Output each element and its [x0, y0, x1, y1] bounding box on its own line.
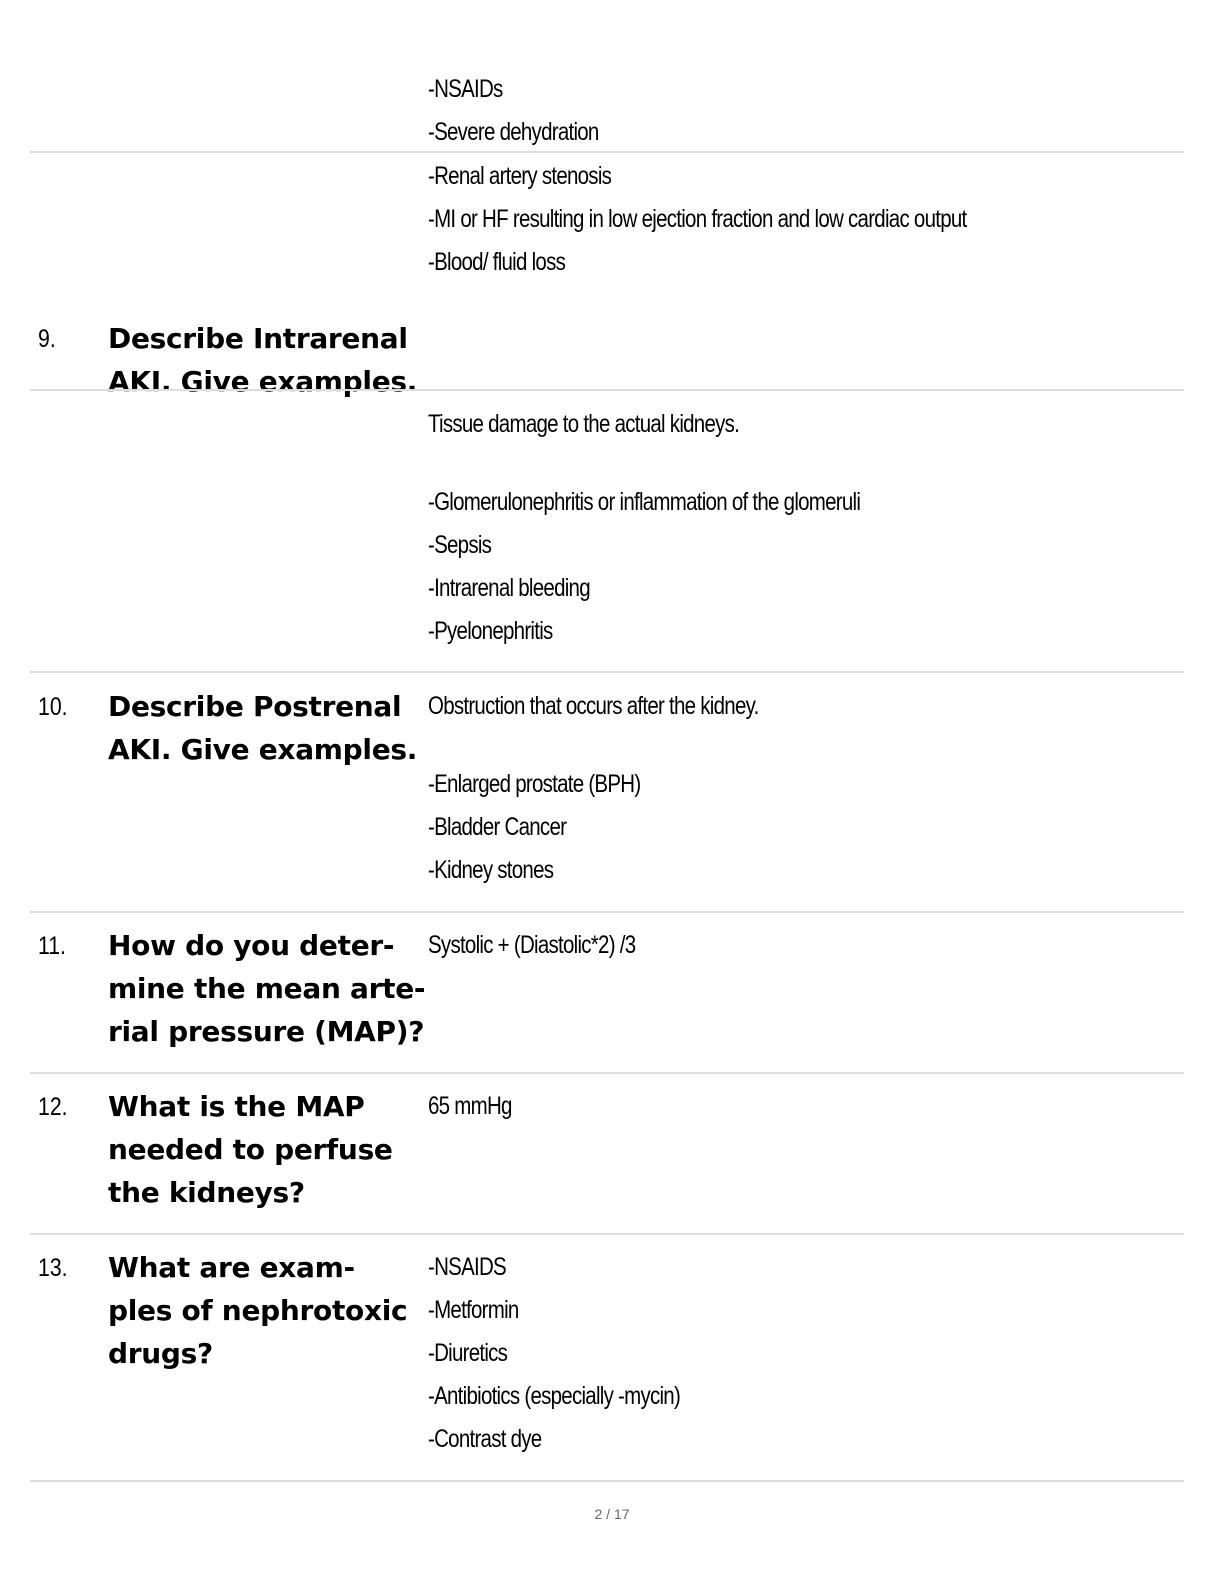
divider — [30, 151, 1184, 153]
divider — [30, 389, 1184, 391]
answer-line: -Kidney stones — [428, 856, 554, 884]
answer-line: Tissue damage to the actual kidneys. — [428, 410, 740, 438]
answer-line: -Blood/ fluid loss — [428, 248, 566, 276]
answer-line: -Glomerulonephritis or inflammation of the glomeruli — [428, 488, 861, 516]
question-line: the kidneys? — [108, 1176, 305, 1209]
answer-line: -Metformin — [428, 1296, 519, 1324]
card-number: 12. — [38, 1093, 68, 1121]
question-line: Describe Intrarenal — [108, 322, 408, 355]
card-number: 10. — [38, 693, 68, 721]
card-number: 13. — [38, 1254, 68, 1282]
question-line: AKI. Give examples. — [108, 733, 418, 766]
question-line: AKI. Give examples. — [108, 365, 418, 398]
answer-line: -NSAIDs — [428, 75, 503, 103]
card-question — [108, 1085, 428, 1214]
divider — [30, 671, 1184, 673]
answer-line: -Intrarenal bleeding — [428, 574, 590, 602]
divider — [30, 1480, 1184, 1482]
answer-line: 65 mmHg — [428, 1092, 512, 1120]
divider — [30, 1233, 1184, 1235]
answer-line: Obstruction that occurs after the kidney. — [428, 692, 759, 720]
question-line: Describe Postrenal — [108, 690, 402, 723]
card-question — [108, 685, 428, 771]
answer-line: -NSAIDS — [428, 1253, 506, 1281]
answer-line: -Bladder Cancer — [428, 813, 567, 841]
question-line: drugs? — [108, 1337, 213, 1370]
answer-line: -Antibiotics (especially -mycin) — [428, 1382, 681, 1410]
answer-line: -Severe dehydration — [428, 118, 599, 146]
answer-line: -Renal artery stenosis — [428, 162, 612, 190]
answer-line: -Pyelonephritis — [428, 617, 553, 645]
divider — [30, 1072, 1184, 1074]
question-line: ples of nephrotoxic — [108, 1294, 408, 1327]
card-question — [108, 924, 428, 1053]
question-line: mine the mean arte- — [108, 972, 426, 1005]
question-line: needed to perfuse — [108, 1133, 393, 1166]
card-number: 9. — [38, 325, 56, 353]
question-line: rial pressure (MAP)? — [108, 1015, 425, 1048]
question-line: What is the MAP — [108, 1090, 365, 1123]
answer-line: Systolic + (Diastolic*2) /3 — [428, 931, 636, 959]
answer-line: -Enlarged prostate (BPH) — [428, 770, 641, 798]
question-line: What are exam- — [108, 1251, 355, 1284]
answer-line: -Sepsis — [428, 531, 492, 559]
answer-line: -MI or HF resulting in low ejection fraction and low cardiac output — [428, 205, 967, 233]
divider — [30, 911, 1184, 913]
question-line: How do you deter- — [108, 929, 395, 962]
page-number: 2 / 17 — [594, 1506, 630, 1522]
card-number: 11. — [38, 932, 66, 960]
answer-line: -Diuretics — [428, 1339, 508, 1367]
answer-line: -Contrast dye — [428, 1425, 542, 1453]
card-question — [108, 1246, 428, 1375]
